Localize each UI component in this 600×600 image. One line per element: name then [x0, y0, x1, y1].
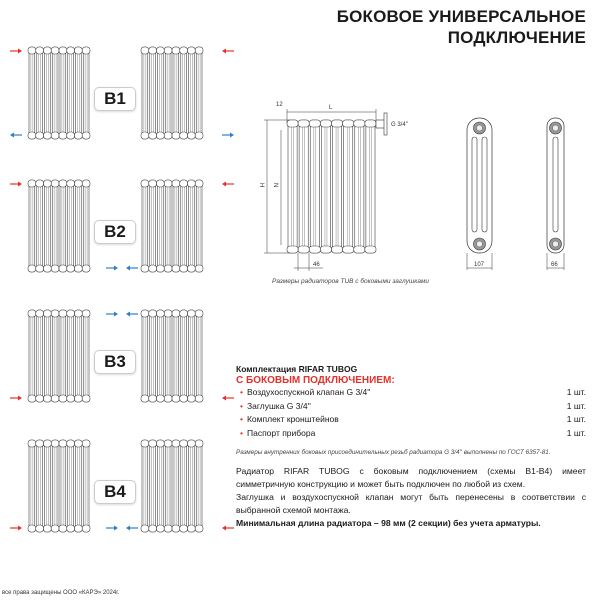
- bullet-icon: •: [240, 427, 243, 438]
- supply-arrow-icon: [222, 396, 234, 401]
- drawing-caption: Размеры радиаторов TUB с боковыми заглушками: [272, 278, 430, 285]
- kit-item-name: [240, 413, 339, 427]
- dim-L: L: [329, 105, 333, 111]
- kit-item: [236, 386, 586, 400]
- kit-item-label: Комплект кронштейнов: [246, 414, 339, 424]
- kit-item-label: Паспорт прибора: [246, 427, 316, 438]
- supply-arrow-icon: [222, 182, 234, 187]
- bullet-icon: •: [240, 387, 243, 397]
- kit-heading: Комплектация RIFAR TUBOG: [236, 364, 358, 374]
- radiator-right: [141, 440, 203, 532]
- dim-H: H: [258, 183, 264, 188]
- radiator-left: [28, 310, 90, 402]
- bullet-icon: •: [240, 400, 243, 411]
- return-arrow-icon: [126, 266, 138, 271]
- kit-item-qty: 1 шт.: [566, 387, 586, 397]
- kit-item-label: Воздухоспускной клапан G 3/4'': [246, 387, 371, 397]
- supply-arrow-icon: [222, 49, 234, 54]
- kit-item-name: [240, 386, 371, 400]
- return-arrow-icon: [106, 266, 118, 271]
- radiator-left: [28, 47, 90, 139]
- copyright: все права защищены ООО «КАРЭ» 2024г.: [2, 590, 120, 596]
- radiator-right: [141, 310, 203, 402]
- kit-item: [236, 427, 586, 441]
- description-p1: Радиатор RIFAR TUBOG с боковым подключением (схемы В1-В4) имеет симметричную конструкцию и может быть подключен по любой из схем.: [236, 466, 586, 489]
- kit-item-name: [240, 427, 315, 441]
- kit-item-label: Заглушка G 3/4'': [246, 400, 311, 411]
- description-p3: Минимальная длина радиатора – 98 мм (2 секции) без учета арматуры.: [236, 518, 541, 528]
- return-arrow-icon: [10, 133, 22, 138]
- page-title: [337, 6, 586, 48]
- scheme-label-b2: B2: [94, 220, 136, 244]
- thread-size-label: G 3/4'': [391, 122, 408, 128]
- side-view-107: [467, 118, 492, 270]
- title-line-1: БОКОВОЕ УНИВЕРСАЛЬНОЕ: [336, 7, 586, 26]
- radiator-right: [141, 180, 203, 272]
- supply-arrow-icon: [10, 49, 22, 54]
- kit-subheading: С БОКОВЫМ ПОДКЛЮЧЕНИЕМ:: [236, 375, 395, 386]
- title-line-2: ПОДКЛЮЧЕНИЕ: [447, 28, 586, 47]
- dim-107: 107: [474, 262, 485, 268]
- kit-list: [236, 386, 586, 440]
- kit-section: [236, 364, 586, 440]
- supply-arrow-icon: [10, 396, 22, 401]
- supply-arrow-icon: [222, 526, 234, 531]
- side-view-66: [547, 118, 564, 270]
- thread-note: Размеры внутренних боковых присоединительных резьб радиатора G 3/4'' выполнены по ГОСТ 6357-81.: [236, 449, 551, 456]
- kit-item: [236, 400, 586, 414]
- description: [236, 465, 586, 530]
- return-arrow-icon: [106, 526, 118, 531]
- supply-arrow-icon: [10, 182, 22, 187]
- dim-N: N: [272, 183, 278, 188]
- dim-66: 66: [551, 262, 558, 268]
- radiator-right: [141, 47, 203, 139]
- dim-12: 12: [276, 102, 283, 108]
- scheme-label-b3: B3: [94, 350, 136, 374]
- bullet-icon: •: [240, 414, 243, 424]
- kit-item-qty: 1 шт.: [566, 414, 586, 424]
- radiator-dimension-drawing: [250, 95, 600, 275]
- radiator-left: [28, 180, 90, 272]
- return-arrow-icon: [126, 312, 138, 317]
- supply-arrow-icon: [10, 526, 22, 531]
- dim-46: 46: [313, 262, 320, 268]
- scheme-label-b1: B1: [94, 87, 136, 111]
- scheme-label-b4: B4: [94, 480, 136, 504]
- kit-item-qty: 1 шт.: [566, 400, 586, 411]
- radiator-left: [28, 440, 90, 532]
- kit-item-qty: 1 шт.: [566, 427, 586, 438]
- return-arrow-icon: [222, 133, 234, 138]
- kit-item: [236, 413, 586, 427]
- return-arrow-icon: [106, 312, 118, 317]
- description-p2: Заглушка и воздухоспускной клапан могут быть перенесены в соответствии с выбранной схемой монтажа.: [236, 492, 586, 515]
- return-arrow-icon: [126, 526, 138, 531]
- kit-item-name: [240, 400, 311, 414]
